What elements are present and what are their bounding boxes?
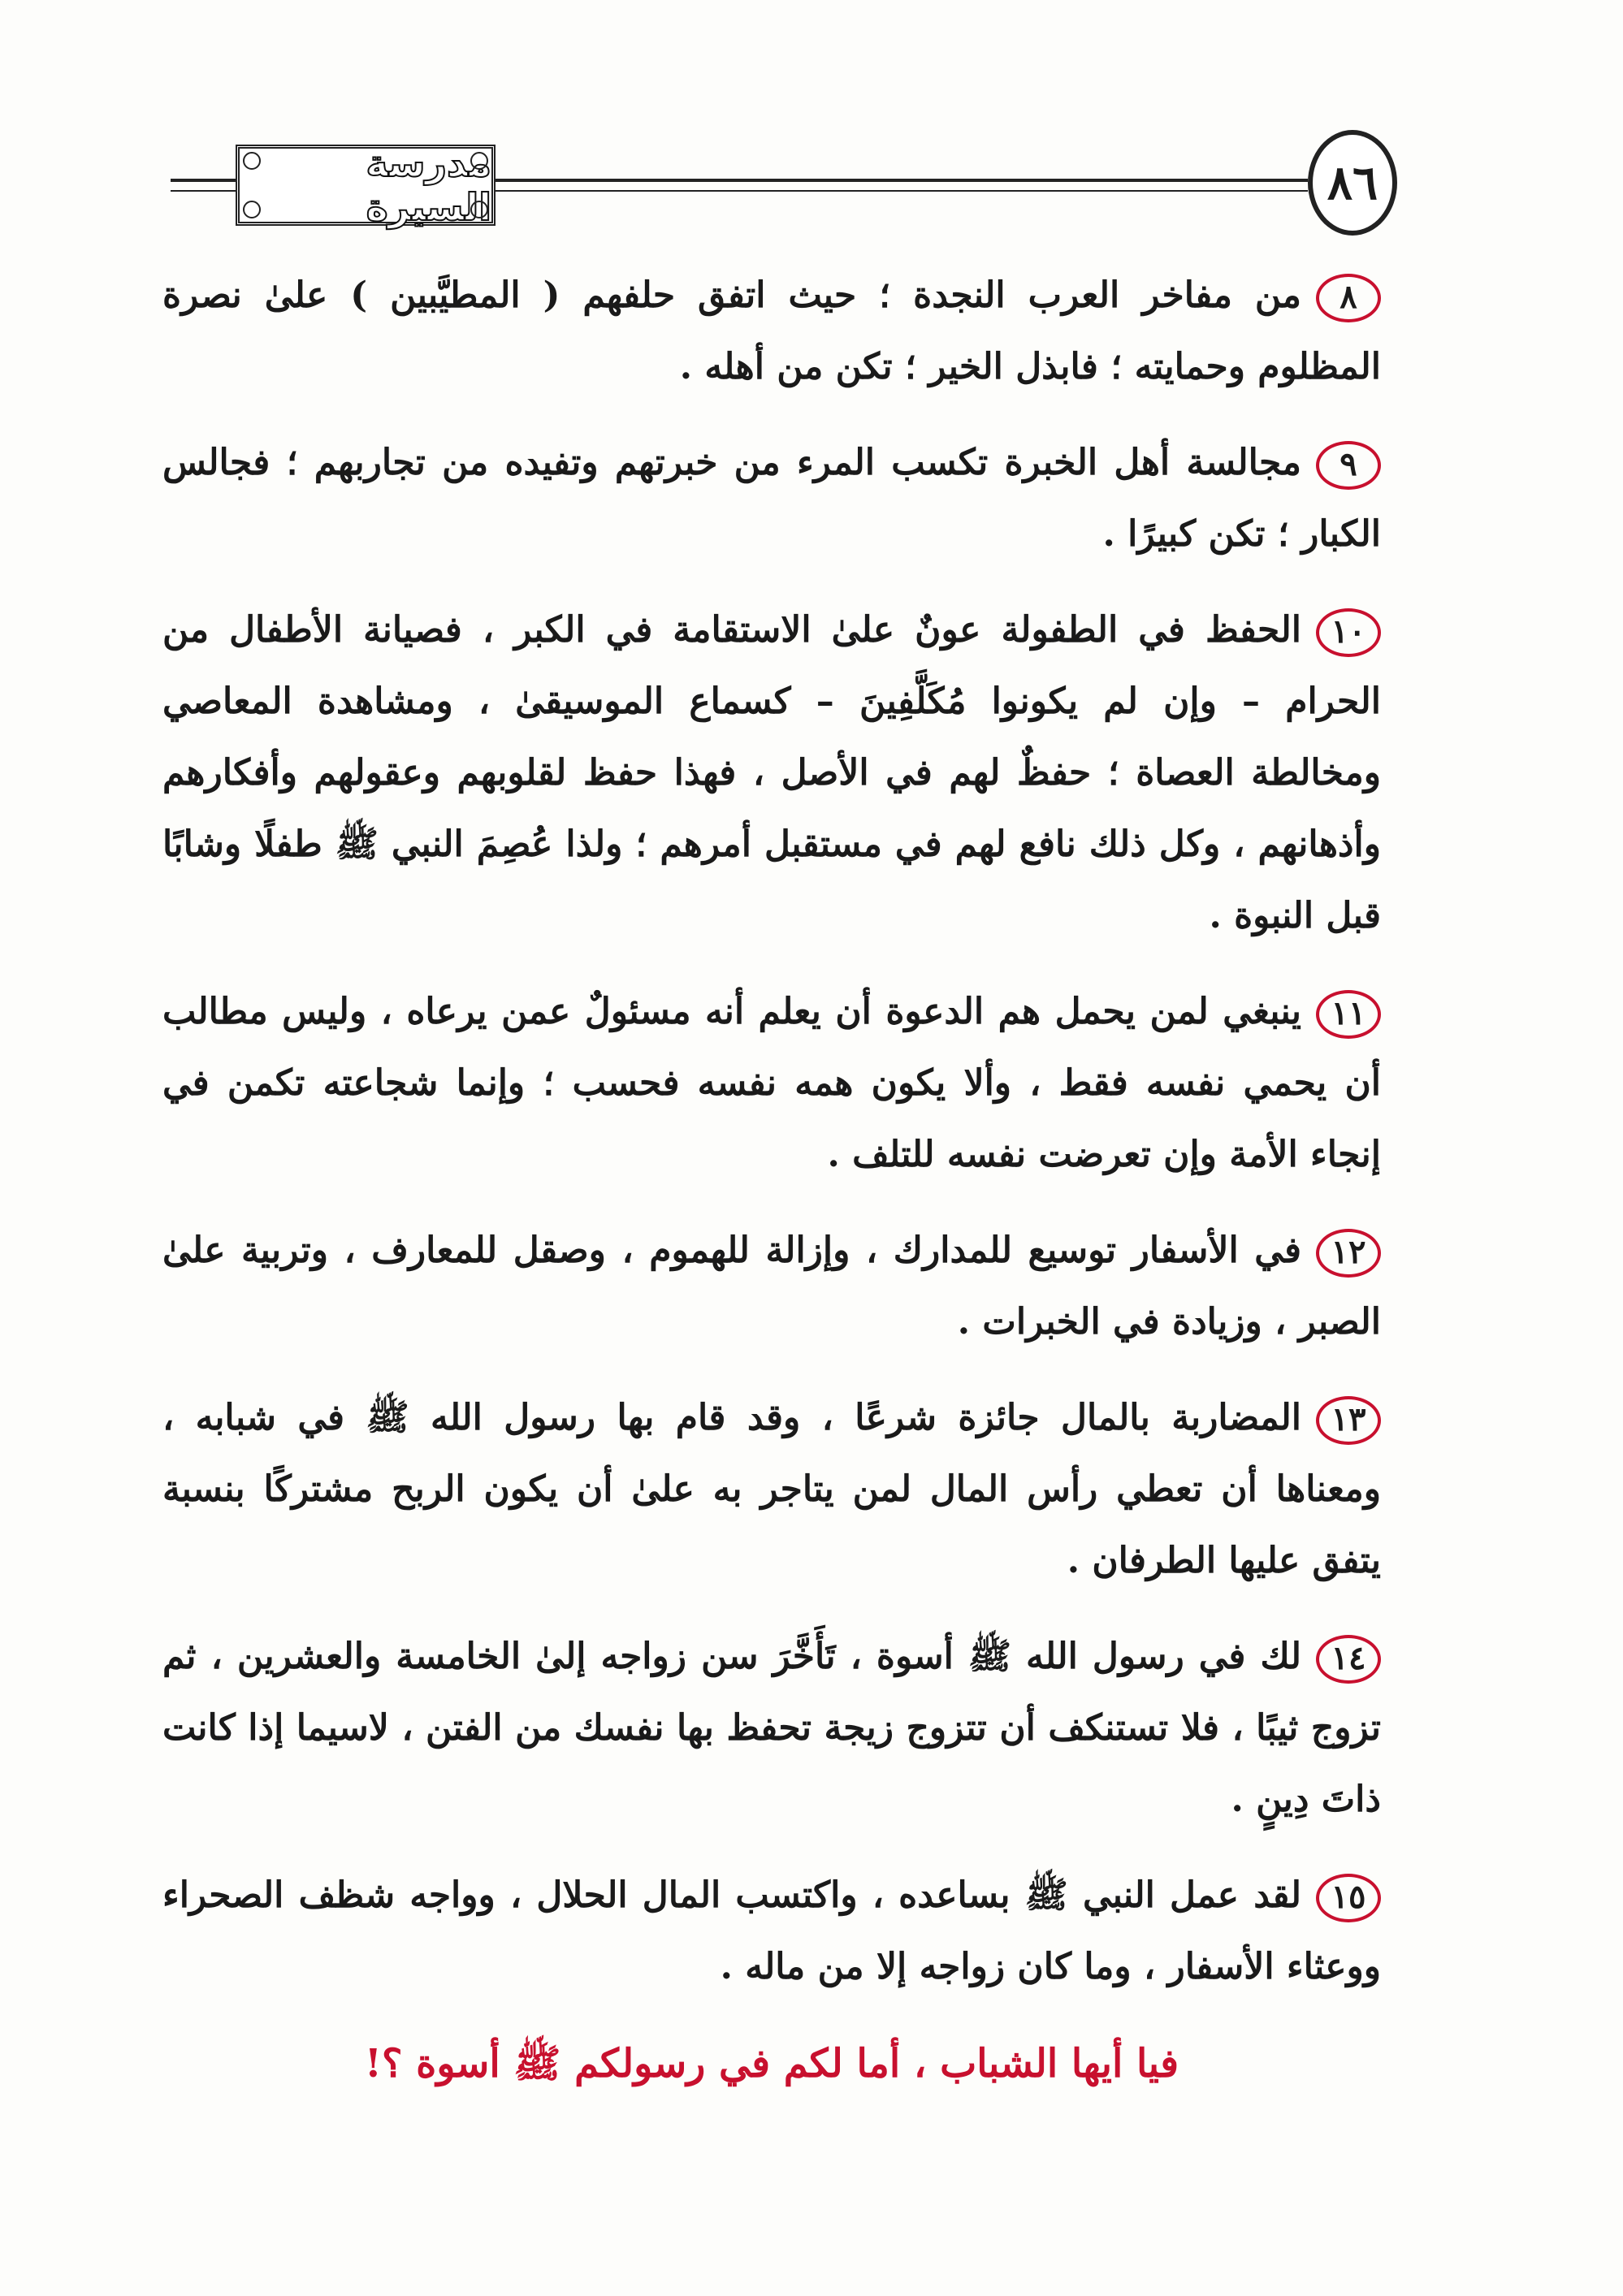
item-number: ١٤ [1316, 1635, 1381, 1684]
list-item [162, 1382, 1381, 1597]
list-item [162, 976, 1381, 1191]
header-rule [171, 190, 236, 192]
page-number: ٨٦ [1308, 130, 1397, 236]
item-number: ١٠ [1316, 608, 1381, 657]
list-item [162, 427, 1381, 570]
page-content [162, 260, 1381, 2139]
item-text: ينبغي لمن يحمل هم الدعوة أن يعلم أنه مسئولٌ عمن يرعاه ، وليس مطالب أن يحمي نفسه فقط ، وألا يكون همه نفسه فحسب ؛ وإنما شجاعته تكمن في إنجاء الأمة وإن تعرضت نفسه للتلف . [162, 991, 1381, 1175]
list-item [162, 595, 1381, 952]
item-number: ١٥ [1316, 1874, 1381, 1922]
item-text: الحفظ في الطفولة عونٌ علىٰ الاستقامة في الكبر ، فصيانة الأطفال من الحرام – وإن لم يكونوا مُكَلَّفِينَ – كسماع الموسيقىٰ ، ومشاهدة المعاصي ومخالطة العصاة ؛ حفظٌ لهم في الأصل ، فهذا حفظ لقلوبهم وعقولهم وأفكارهم وأذهانهم ، وكل ذلك نافع لهم في مستقبل أمرهم ؛ ولذا عُصِمَ النبي ﷺ طفلًا وشابًا قبل النبوة . [162, 609, 1381, 936]
item-text: في الأسفار توسيع للمدارك ، وإزالة للهموم ، وصقل للمعارف ، وتربية علىٰ الصبر ، وزيادة في الخبرات . [162, 1230, 1381, 1343]
ornament-icon [470, 152, 488, 170]
list-item [162, 260, 1381, 403]
item-number: ٩ [1316, 441, 1381, 490]
ornament-icon [243, 152, 261, 170]
closing-line: فيا أيها الشباب ، أما لكم في رسولكم ﷺ أسوة ؟! [364, 2041, 1179, 2086]
item-text: لقد عمل النبي ﷺ بساعده ، واكتسب المال الحلال ، وواجه شظف الصحراء ووعثاء الأسفار ، وما كان زواجه إلا من ماله . [162, 1874, 1381, 1987]
ornament-icon [243, 201, 261, 218]
list-item [162, 1860, 1381, 2003]
item-number: ١١ [1316, 990, 1381, 1039]
book-title-frame [236, 141, 496, 229]
header-rule [496, 179, 1308, 182]
item-text: المضاربة بالمال جائزة شرعًا ، وقد قام بها رسول الله ﷺ في شبابه ، ومعناها أن تعطي رأس المال لمن يتاجر به علىٰ أن يكون الربح مشتركًا بنسبة يتفق عليها الطرفان . [162, 1397, 1381, 1581]
item-text: مجالسة أهل الخبرة تكسب المرء من خبرتهم وتفيده من تجاربهم ؛ فجالس الكبار ؛ تكن كبيرًا . [162, 442, 1381, 555]
item-number: ١٢ [1316, 1229, 1381, 1278]
item-text: من مفاخر العرب النجدة ؛ حيث اتفق حلفهم ( المطيَّبين ) علىٰ نصرة المظلوم وحمايته ؛ فابذل الخير ؛ تكن من أهله . [162, 275, 1381, 387]
item-number: ٨ [1316, 274, 1381, 322]
list-item [162, 1621, 1381, 1836]
book-title: مدرسة السيرة [366, 141, 491, 229]
item-text: لك في رسول الله ﷺ أسوة ، تَأَخَّرَ سن زواجه إلىٰ الخامسة والعشرين ، ثم تزوج ثيبًا ، فلا تستنكف أن تتزوج زيجة تحفظ بها نفسك من الفتن ، لاسيما إذا كانت ذاتَ دِينٍ . [162, 1636, 1381, 1820]
ornament-icon [470, 201, 488, 218]
page-header [171, 130, 1389, 244]
header-rule [496, 190, 1308, 192]
header-rule [171, 179, 236, 182]
list-item [162, 1215, 1381, 1358]
item-number: ١٣ [1316, 1396, 1381, 1445]
